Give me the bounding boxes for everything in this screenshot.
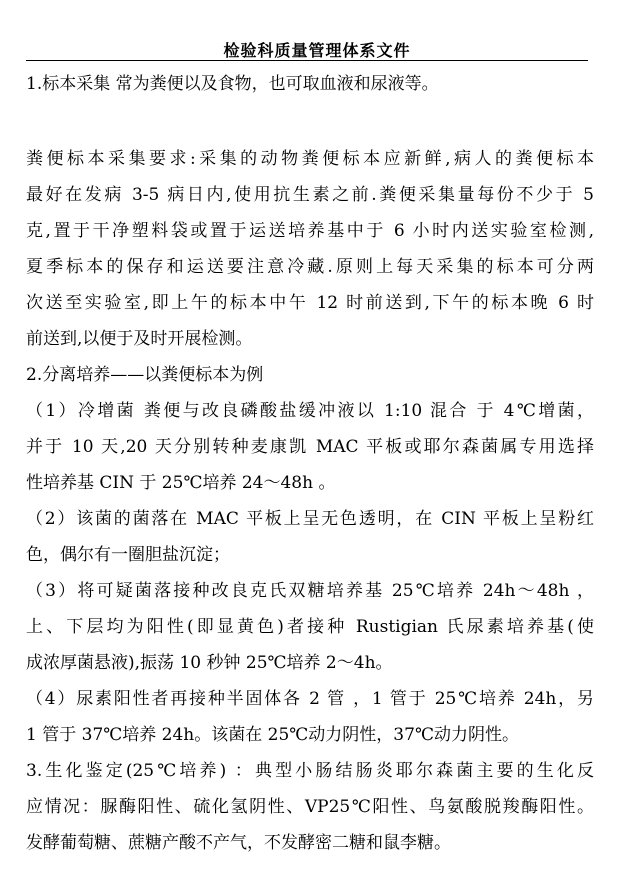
text-line-16: 成浓厚菌悬液),振荡 10 秒钟 25℃培养 2～4h。 bbox=[26, 653, 393, 673]
text-line-10: 并于 10 天,20 天分别转种麦康凯 MAC 平板或耶尔森菌属专用选择 bbox=[26, 437, 594, 457]
text-line-9: （1）冷增菌 粪便与改良磷酸盐缓冲液以 1:10 混合 于 4℃增菌， bbox=[26, 401, 594, 421]
text-line-2: 粪便标本采集要求:采集的动物粪便标本应新鲜,病人的粪便标本 bbox=[26, 149, 594, 169]
text-line-4: 克,置于干净塑料袋或置于运送培养基中于 6 小时内送实验室检测, bbox=[26, 221, 594, 241]
text-line-5: 夏季标本的保存和运送要注意冷藏.原则上每天采集的标本可分两 bbox=[26, 257, 594, 277]
text-line-17: （4）尿素阳性者再接种半固体各 2 管 ，1 管于 25℃培养 24h，另 bbox=[26, 689, 594, 709]
text-line-11: 性培养基 CIN 于 25℃培养 24～48h 。 bbox=[26, 473, 336, 493]
text-line-1: 1.标本采集 常为粪便以及食物，也可取血液和尿液等。 bbox=[26, 74, 439, 94]
text-line-21: 发酵葡萄糖、蔗糖产酸不产气，不发酵密二糖和鼠李糖。 bbox=[26, 833, 451, 853]
text-line-18: 1 管于 37℃培养 24h。该菌在 25℃动力阴性，37℃动力阴性。 bbox=[26, 725, 519, 745]
text-line-3: 最好在发病 3-5 病日内,使用抗生素之前.粪便采集量每份不少于 5 bbox=[26, 185, 594, 205]
text-line-12: （2）该菌的菌落在 MAC 平板上呈无色透明，在 CIN 平板上呈粉红 bbox=[26, 509, 594, 529]
text-line-6: 次送至实验室,即上午的标本中午 12 时前送到,下午的标本晚 6 时 bbox=[26, 293, 594, 313]
text-line-14: （3）将可疑菌落接种改良克氏双糖培养基 25℃培养 24h～48h ， bbox=[26, 581, 594, 601]
document-header-title: 检验科质量管理体系文件 bbox=[223, 41, 411, 60]
text-line-20: 应情况：脲酶阳性、硫化氢阴性、VP25℃阳性、鸟氨酸脱羧酶阳性。 bbox=[26, 797, 594, 817]
text-line-7: 前送到,以便于及时开展检测。 bbox=[26, 329, 253, 349]
text-line-19: 3.生化鉴定(25℃培养) ：典型小肠结肠炎耶尔森菌主要的生化反 bbox=[26, 761, 594, 781]
header-rule bbox=[26, 60, 588, 61]
text-line-13: 色，偶尔有一圈胆盐沉淀； bbox=[26, 545, 230, 565]
text-line-8: 2.分离培养——以粪便标本为例 bbox=[26, 365, 264, 385]
text-line-15: 上、下层均为阳性(即显黄色)者接种 Rustigian 氏尿素培养基(使 bbox=[26, 617, 594, 637]
